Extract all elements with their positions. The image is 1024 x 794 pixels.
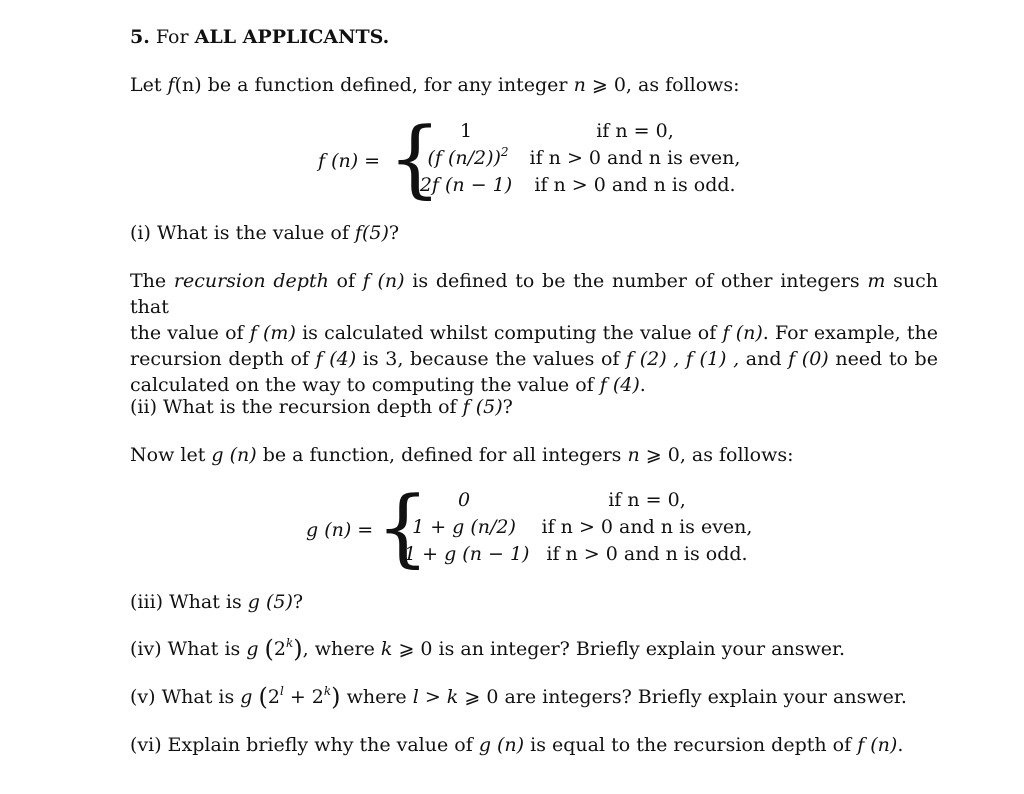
rec-line3-a: recursion depth of [130,348,309,370]
q6-gn: g (n) [478,734,525,756]
q5-g: g [240,686,253,708]
f-case-3-value: 2f (n − 1) [419,174,513,196]
q5-label: (v) What is [130,686,235,708]
q5-paren-close: ) [331,683,341,711]
rec-line2-a: the value of [130,322,244,344]
intro-f-t1: Let [130,74,162,96]
intro-f-arg: (n) [174,74,202,96]
recursion-line-2 [130,320,938,346]
heading-pre: For [155,26,189,48]
intro-g-fn: g (n) [211,444,257,466]
q1-label: (i) What is the value of [130,222,349,244]
q5-rest: where [346,686,407,708]
g-case-1-condition: if n = 0, [608,489,686,511]
heading-bold: ALL APPLICANTS. [194,26,390,48]
rec-line2-c: . For example, the [762,322,939,344]
q6-mid: is equal to the recursion depth of [530,734,852,756]
q2-end: ? [502,396,513,418]
g-def-brace: { [376,478,430,576]
recursion-line-3 [130,346,938,372]
question-heading [130,24,938,50]
rec-fm: f (m) [249,322,296,344]
intro-f-fn: f [167,74,175,96]
intro-g-t1: Now let [130,444,206,466]
rec-line3-d: need to be [835,348,938,370]
q5-cond: ⩾ 0 are integers? Briefly explain your answer. [464,686,907,708]
q4-g: g [246,638,259,660]
q2-expr: f (5) [462,396,503,418]
q3-label: (iii) What is [130,591,242,613]
q6-fn: f (n) [857,734,898,756]
intro-g-var: n [627,444,640,466]
g-case-2-value: 1 + g (n/2) [412,516,516,538]
f-case-2-base: (f (n/2)) [427,147,501,169]
f-def-lhs: f (n) = [318,150,381,172]
question-v [130,684,938,710]
f-case-2-sup: 2 [500,145,509,159]
q6-end: . [897,734,904,756]
q4-rest: , where [302,638,375,660]
intro-g [130,442,938,468]
g-case-3-value: 1 + g (n − 1) [404,543,530,565]
q3-end: ? [292,591,304,613]
q2-label: (ii) What is the recursion depth of [130,396,457,418]
rec-term: recursion depth [173,270,329,292]
rec-line4-a: calculated on the way to computing the value of [130,374,594,396]
q5-paren-open: ( [258,683,268,711]
q4-base: 2 [273,638,287,660]
question-vi [130,732,938,758]
intro-f-cond: ⩾ 0, as follows: [591,74,740,96]
f-case-1-condition: if n = 0, [596,120,674,142]
rec-f0: f (0) [788,348,829,370]
recursion-paragraph [130,268,938,398]
rec-t2: of [336,270,356,292]
rec-f2: f (2) , [626,348,680,370]
q4-k: k [380,638,393,660]
intro-g-cond: ⩾ 0, as follows: [645,444,794,466]
rec-line2-b: is calculated whilst computing the value of [302,322,717,344]
g-case-1-value: 0 [457,489,471,511]
q5-exp1: l [279,684,284,698]
q4-exp: k [286,636,294,650]
intro-f [130,72,938,98]
q1-expr: f(5) [354,222,389,244]
rec-line1-rest: is defined to be the number of other integers [412,270,860,292]
q5-plus: + 2 [289,686,324,708]
rec-t1: The [130,270,167,292]
question-iv [130,636,938,662]
rec-line3-c: and [745,348,782,370]
q5-base1: 2 [267,686,280,708]
f-case-3-condition: if n > 0 and n is odd. [534,174,736,196]
q4-label: (iv) What is [130,638,241,660]
f-def-brace: { [388,109,442,207]
rec-line3-b: is 3, because the values of [362,348,620,370]
q4-paren-close: ) [293,635,303,663]
rec-line1-end: such that [130,270,938,318]
rec-line4-end: . [639,374,646,396]
f-case-2-condition: if n > 0 and n is even, [529,147,741,169]
question-ii [130,394,938,420]
q1-end: ? [388,222,400,244]
rec-f4: f (4) [315,348,357,370]
intro-f-var: n [573,74,586,96]
rec-m: m [867,270,886,292]
rec-fn-1: f (n) [362,270,405,292]
g-case-3-condition: if n > 0 and n is odd. [546,543,748,565]
intro-g-t2: be a function, defined for all integers [262,444,622,466]
rec-fn-2: f (n) [722,322,763,344]
f-case-1-value: 1 [459,120,473,142]
q5-vars: l > k [412,686,459,708]
q4-cond: ⩾ 0 is an integer? Briefly explain your answer. [398,638,845,660]
g-case-2-condition: if n > 0 and n is even, [541,516,753,538]
q3-expr: g (5) [247,591,293,613]
rec-f1: f (1) , [685,348,740,370]
question-number: 5. [130,26,150,48]
intro-f-t2: be a function defined, for any integer [207,74,568,96]
g-def-lhs: g (n) = [306,519,374,541]
f-case-2-value [418,145,518,171]
question-i [130,220,938,246]
recursion-line-1 [130,268,938,320]
q6-label: (vi) Explain briefly why the value of [130,734,473,756]
q5-exp2: k [323,684,332,698]
question-iii [130,589,938,615]
rec-f4b: f (4) [599,374,640,396]
q4-paren-open: ( [264,635,274,663]
